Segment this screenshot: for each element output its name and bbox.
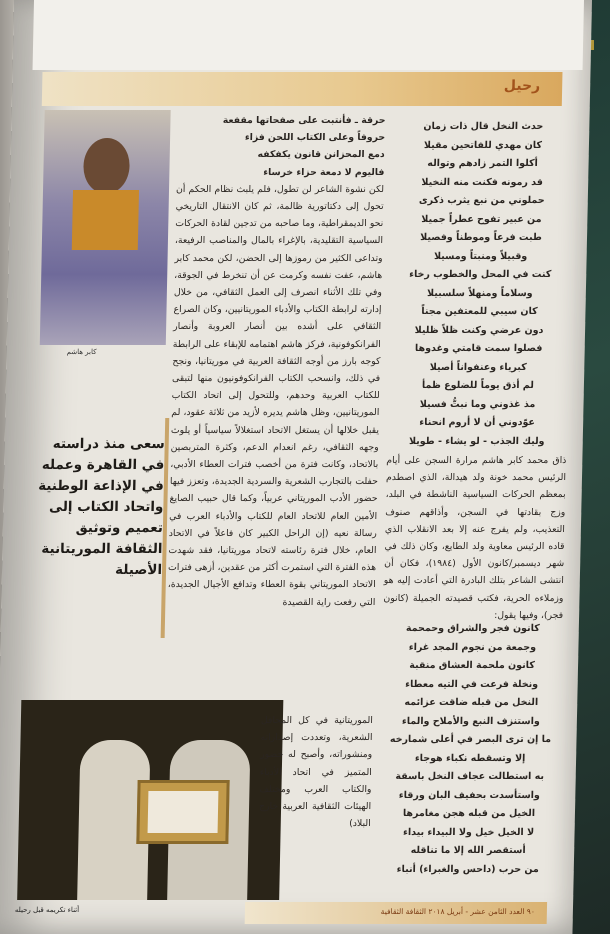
poem-line: كانون ملحمة العشاق منقبة xyxy=(409,660,535,671)
poem-line: لا الخيل خيل ولا البيداء بيداء xyxy=(402,826,535,838)
poem-line: كان سيبي للمعتفين مجناً xyxy=(421,306,538,317)
bottom-column: الموريتانية في كل المحافل الشعرية، وتعددت إصداراته ومنشوراته، وأصبح له حضور المتميز في اتحاد الأدباء والكتاب العرب ومختلف الهيئات الثقافية العربية خارج البلاد) xyxy=(258,715,374,830)
poem-line: حملوني من نبع يثرب ذكرى xyxy=(418,195,545,206)
portrait-photo xyxy=(40,110,171,345)
poem-nakhl xyxy=(387,118,574,451)
right-prose: ذاق محمد كابر هاشم مرارة السجن على أيام الرئيس محمد خونة ولد هيدالة، الذي اصطدم بمعظم الحركات السياسية الناشطة في البلد، وزج بقادتها في السجن، وأذاقهم صنوف التعذيب، ولم يفرج عنه إلا بعد الانقلاب الذي قاده الرئيس معاوية ولد الطايع، وكان ذلك في شهر ديسمبر/كانون الأول (١٩٨٤)، فكان أن انتشى الشاعر بتلك البادرة التي أعادت إليه هو وزملاءه الحرية، فكتب قصيدته الجميلة (كانون فجر)، وفيها يقول: xyxy=(383,455,567,621)
poem-line: إلا وتسقطه نكباء هوجاء xyxy=(414,752,526,764)
poem-line: حدث النخل قال ذات زمان xyxy=(423,121,544,132)
poem-line: طبت فرعاً وموطناً وفصيلا xyxy=(420,232,542,243)
poem-line: ونخلة فرعت في التيه معطاء xyxy=(405,678,539,690)
poem-line: عوّدوني أن لا أروم انحناء xyxy=(419,417,536,428)
poem-kanun xyxy=(378,620,563,879)
poem-line: وسلاماً ومنهلاً سلسبيلا xyxy=(426,287,533,299)
poem-line: مذ غذوني وما نبتُّ فسيلا xyxy=(419,398,536,410)
poem-line: الخيل من قبله هجن مغامرها xyxy=(402,808,536,819)
lead-verse-1: حرقة ـ فأنتبت على صفحاتها مقفعة xyxy=(222,115,386,126)
poem-line: من عبير تفوح عطراً جميلا xyxy=(421,213,542,225)
poem-line: النخل من قبله ضاقت عزائمه xyxy=(404,697,539,708)
poem-line: كان مهدي للفاتحين مقيلا xyxy=(423,139,543,151)
pull-quote: سعى منذ دراسته في القاهرة وعمله في الإذاعة الوطنية واتحاد الكتاب إلى تعميم وتوثيق الثقافة الموريتانية الأصيلة xyxy=(38,436,165,578)
poem-line: قد رمونه فكنت منه النخيلا xyxy=(421,176,544,188)
poem-line: فصلوا سمت قامتي وغدوها xyxy=(414,343,543,354)
poem-line: كبرياء وعنفواناً أصيلا xyxy=(429,361,527,373)
ceremony-photo xyxy=(17,700,283,900)
poem-line: واستنزف النبع والأملاح والماء xyxy=(401,715,540,727)
award-frame xyxy=(136,780,229,844)
lead-verse-4: فاليوم لا دمعة حزاء خرساء xyxy=(263,166,385,178)
section-header-bar xyxy=(42,72,563,106)
poem-line: ما إن ترى البصر في أعلى شمارخه xyxy=(389,734,552,745)
lead-verse-2: حروفاً وعلى الكتاب اللحن فزاء xyxy=(244,132,386,144)
portrait-caption: كابر هاشم xyxy=(66,348,97,356)
lead-verse-3: دمع المحزانن قانون يكفكفه xyxy=(257,149,385,161)
poem-line: واستأسدت بحفيف البان ورقاء xyxy=(398,789,541,801)
middle-column xyxy=(167,112,385,611)
poem-line: أكلوا التمر زادهم وتواله xyxy=(427,158,538,169)
poem-line: أستقصر الله إلا ما تناقله xyxy=(410,845,526,856)
poem-line: به استطالت عجاف النخل باسقة xyxy=(395,771,545,782)
middle-body-text: لكن نشوة الشاعر لن تطول، فلم يلبث نظام الحكم أن تحول إلى دكتاتورية ظالمة، ثم كان الانتقال التاريخي نحو الديمقراطية، وما صاحبه من تدجين لقادة الحركات السياسية التقليدية، بالإغراء بالمال والمناصب الرفيعة، وتداعى الكثير من رموزها إلى الحضن، لكن محمد كابر هاشم، عفت نفسه وكرمت عن أن تنخرط في الجوقة، وفي تلك الأثناء انصرف إلى العمل الثقافي، من خلال إدارته لرابطة الكتاب والأدباء الموريتانيين، وكان الصراع الثقافي على أشده بين أنصار العروبة وأنصار الفرانكوفونية، فركز هاشم اهتمامه للإبقاء على الرابطة كوجه بارز من أوجه الثقافة العربية في موريتانيا، ونجح في ذلك، وانسحب الكتاب الفرانكوفونيون منها لتبقى للكتاب العربية وحدهم، وللتحول إلى اتحاد الكتاب الموريتانيين، وظل هاشم يديره لأزيد من ثلاثة عقود، لم يقبل خلالها أن يستغل الاتحاد استغلالاً سياسياً أو يلوث وجهه الثقافي، رغم انعدام الدعم، وكثرة المتربصين بالاتحاد، وكانت فترة من أخصب فترات العطاء الأدبي، حفلت بالتجارب الشعرية والسردية الجديدة، وتعزز فيها حضور الأدب الموريتاني عربياً، وكما قال حبيب الصايغ الأمين العام للاتحاد العام للكتاب والأدباء العرب في رسالة نعيه (إن الراحل الكبير كان فاعلاً في الاتحاد العام، خلال فترة رئاسته لاتحاد موريتانيا، فقد شهدت هذه الفترة التي استمرت أكثر من عقدين، أزهى فترات الاتحاد الموريتاني بقوة العطاء وتدافع الأجيال الجديدة، التي رفعت راية القصيدة xyxy=(167,183,385,608)
poem-line: كنت في المحل والخطوب رخاء xyxy=(409,269,552,280)
poem-line: من حرب (داحس والغبراء) أنباء xyxy=(396,863,539,875)
poem-line: وجمعة من نجوم المجد غراء xyxy=(408,641,537,653)
poem-line: وليك الجذب - لو يشاء - طويلا xyxy=(408,435,545,447)
page-footer: ٩٠ العدد الثامن عشر - أبريل ٢٠١٨ الثقافة الثقافية xyxy=(380,907,536,916)
ceremony-caption: أثناء تكريمه قبل رحيله xyxy=(14,906,80,914)
poem-line: دون عرضي وكنت ظلاً ظليلا xyxy=(414,324,544,336)
poem-line: كانون فجر والشراق وحمحمة xyxy=(405,623,540,634)
poem-line: وقبيلاً ومنبتاً ومسيلا xyxy=(433,250,528,262)
poem-line: لم أذق يوماً للضلوع ظمأ xyxy=(421,380,534,391)
section-title: رحيل xyxy=(503,78,541,94)
